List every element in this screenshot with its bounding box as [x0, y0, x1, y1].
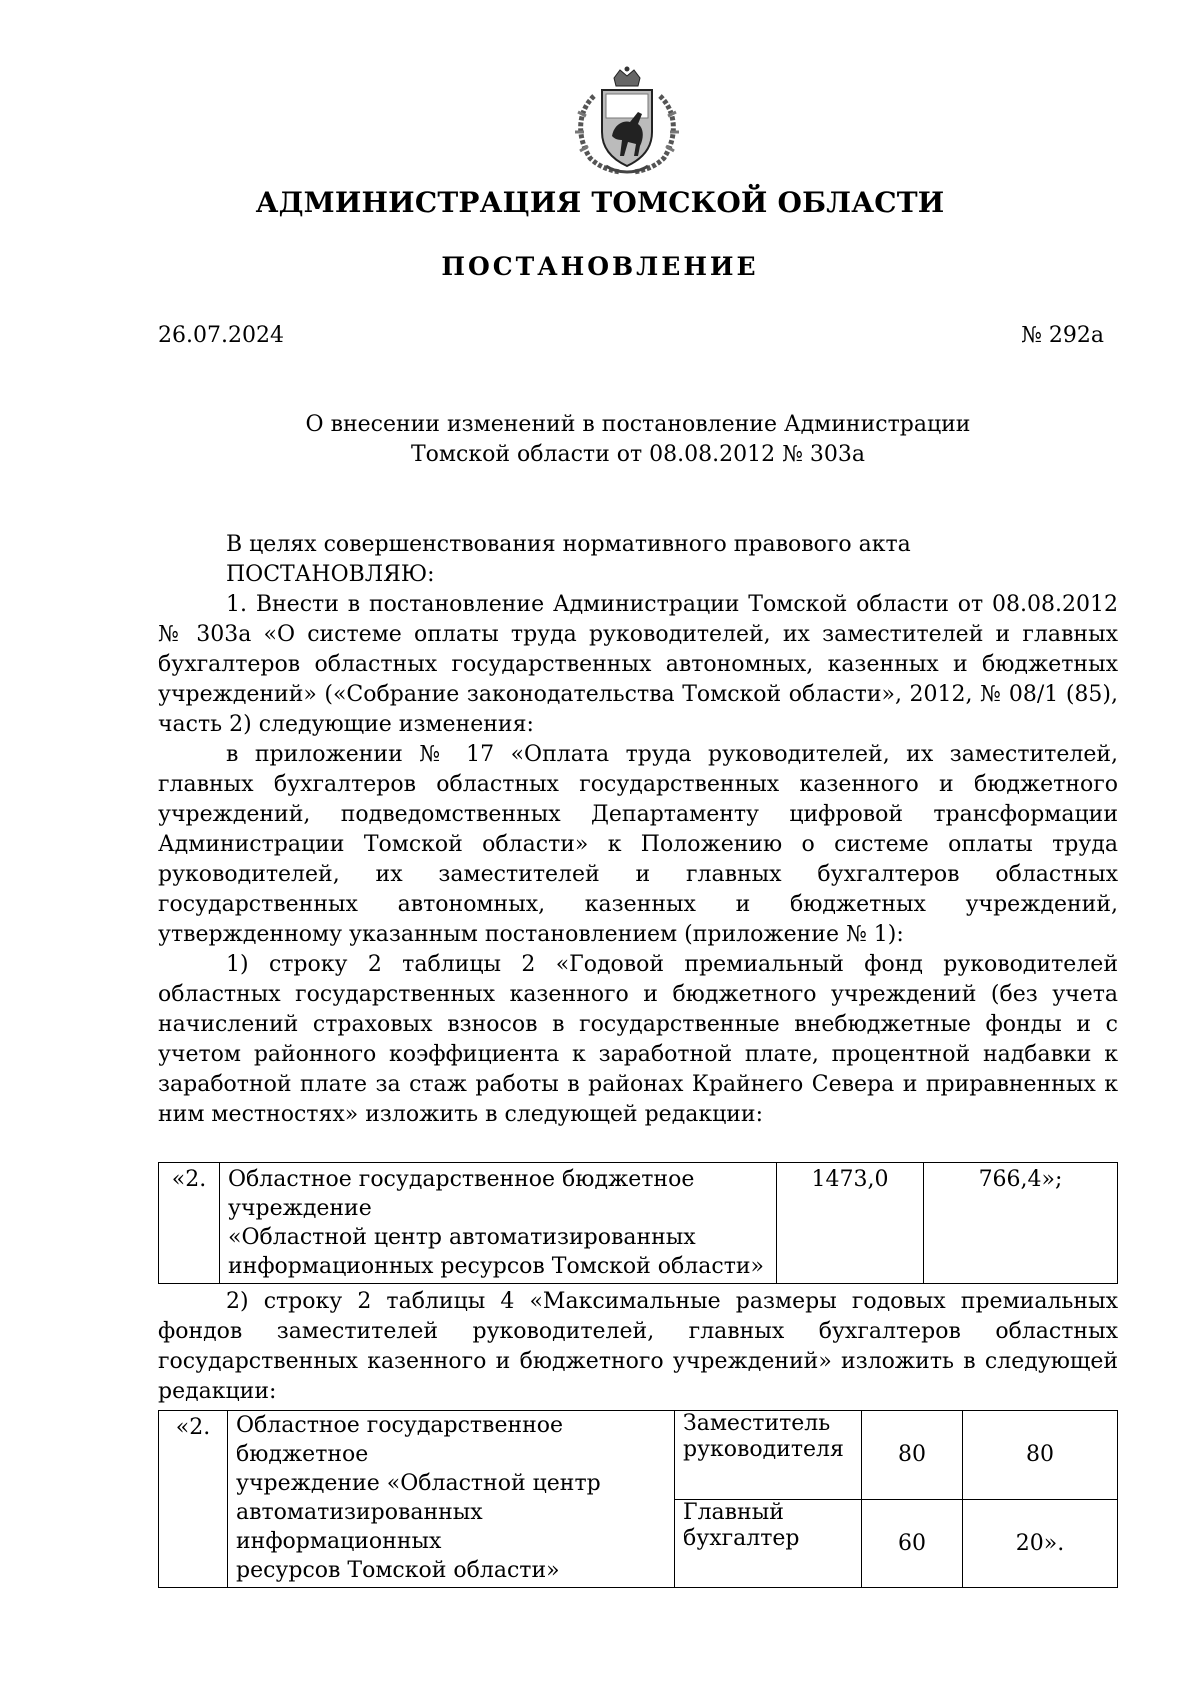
row-number-cell: «2. [159, 1411, 228, 1588]
document-subject [158, 410, 1118, 470]
table-row-2-premium-fund [158, 1162, 1118, 1284]
organization-name: АДМИНИСТРАЦИЯ ТОМСКОЙ ОБЛАСТИ [255, 186, 945, 219]
value-cell: 20». [963, 1499, 1118, 1588]
paragraph-appendix: в приложении № 17 «Оплата труда руководителей, их заместителей, главных бухгалтеров областных государственных казенного и бюджетного учреждений, подведомственных Департаменту цифровой трансформации Администрации Томской области» к Положению о системе оплаты труда руководителей, их заместителей и главных бухгалтеров областных государственных автономных, казенных и бюджетных учреждений, утвержденному указанным постановлением (приложение № 1): [158, 742, 1118, 947]
cell-line: бухгалтер [683, 1525, 800, 1551]
cell-line: руководителя [683, 1437, 844, 1462]
cell-line: Главный [683, 1499, 784, 1525]
subject-line: О внесении изменений в постановление Администрации [305, 412, 971, 437]
subject-line: Томской области от 08.08.2012 № 303а [410, 442, 866, 467]
position-cell [675, 1499, 862, 1588]
paragraph-resolve: ПОСТАНОВЛЯЮ: [226, 562, 435, 587]
cell-line: ресурсов Томской области» [236, 1558, 560, 1583]
cell-line: Заместитель [683, 1411, 831, 1436]
document-number: № 292а [1021, 323, 1104, 348]
paragraph-subitem-1: 1) строку 2 таблицы 2 «Годовой премиальный фонд руководителей областных государственных казенного и бюджетного учреждений (без учета начислений страховых взносов в государственные внебюджетные фонды и с учетом районного коэффициента к заработной плате, процентной надбавки к заработной плате за стаж работы в районах Крайнего Севера и приравненных к ним местностях» изложить в следующей редакции: [158, 952, 1118, 1127]
value-cell: 766,4»; [924, 1163, 1118, 1284]
paragraph-purpose: В целях совершенствования нормативного правового акта [226, 532, 911, 557]
cell-line: учреждение «Областной центр [236, 1471, 601, 1496]
body-text-2 [158, 1287, 1118, 1407]
cell-line: автоматизированных информационных [236, 1500, 483, 1554]
body-text [158, 530, 1118, 1130]
document-type: ПОСТАНОВЛЕНИЕ [441, 252, 759, 281]
paragraph-item-1: 1. Внести в постановление Администрации Томской области от 08.08.2012 № 303а «О системе оплаты труда руководителей, их заместителей и главных бухгалтеров областных государственных автономных, казенных и бюджетных учреждений» («Собрание законодательства Томской области», 2012, № 08/1 (85), часть 2) следующие изменения: [158, 592, 1118, 737]
cell-line: «Областной центр автоматизированных [228, 1225, 696, 1250]
institution-name-cell [220, 1163, 777, 1284]
table-row [159, 1411, 1118, 1500]
coat-of-arms-icon [568, 66, 686, 178]
institution-name-cell [228, 1411, 675, 1588]
cell-line: Областное государственное бюджетное [236, 1413, 564, 1467]
value-cell: 60 [862, 1499, 963, 1588]
table-row-2-max-premium [158, 1410, 1118, 1588]
table-row [159, 1163, 1118, 1284]
position-cell [675, 1411, 862, 1500]
cell-line: Областное государственное бюджетное учреждение [228, 1167, 695, 1221]
value-cell: 1473,0 [777, 1163, 924, 1284]
value-cell: 80 [963, 1411, 1118, 1500]
cell-line: информационных ресурсов Томской области» [228, 1254, 764, 1279]
value-cell: 80 [862, 1411, 963, 1500]
document-date: 26.07.2024 [158, 323, 284, 348]
row-number-cell: «2. [159, 1163, 220, 1284]
paragraph-subitem-2: 2) строку 2 таблицы 4 «Максимальные размеры годовых премиальных фондов заместителей руководителей, главных бухгалтеров областных государственных казенного и бюджетного учреждений» изложить в следующей редакции: [158, 1289, 1118, 1404]
